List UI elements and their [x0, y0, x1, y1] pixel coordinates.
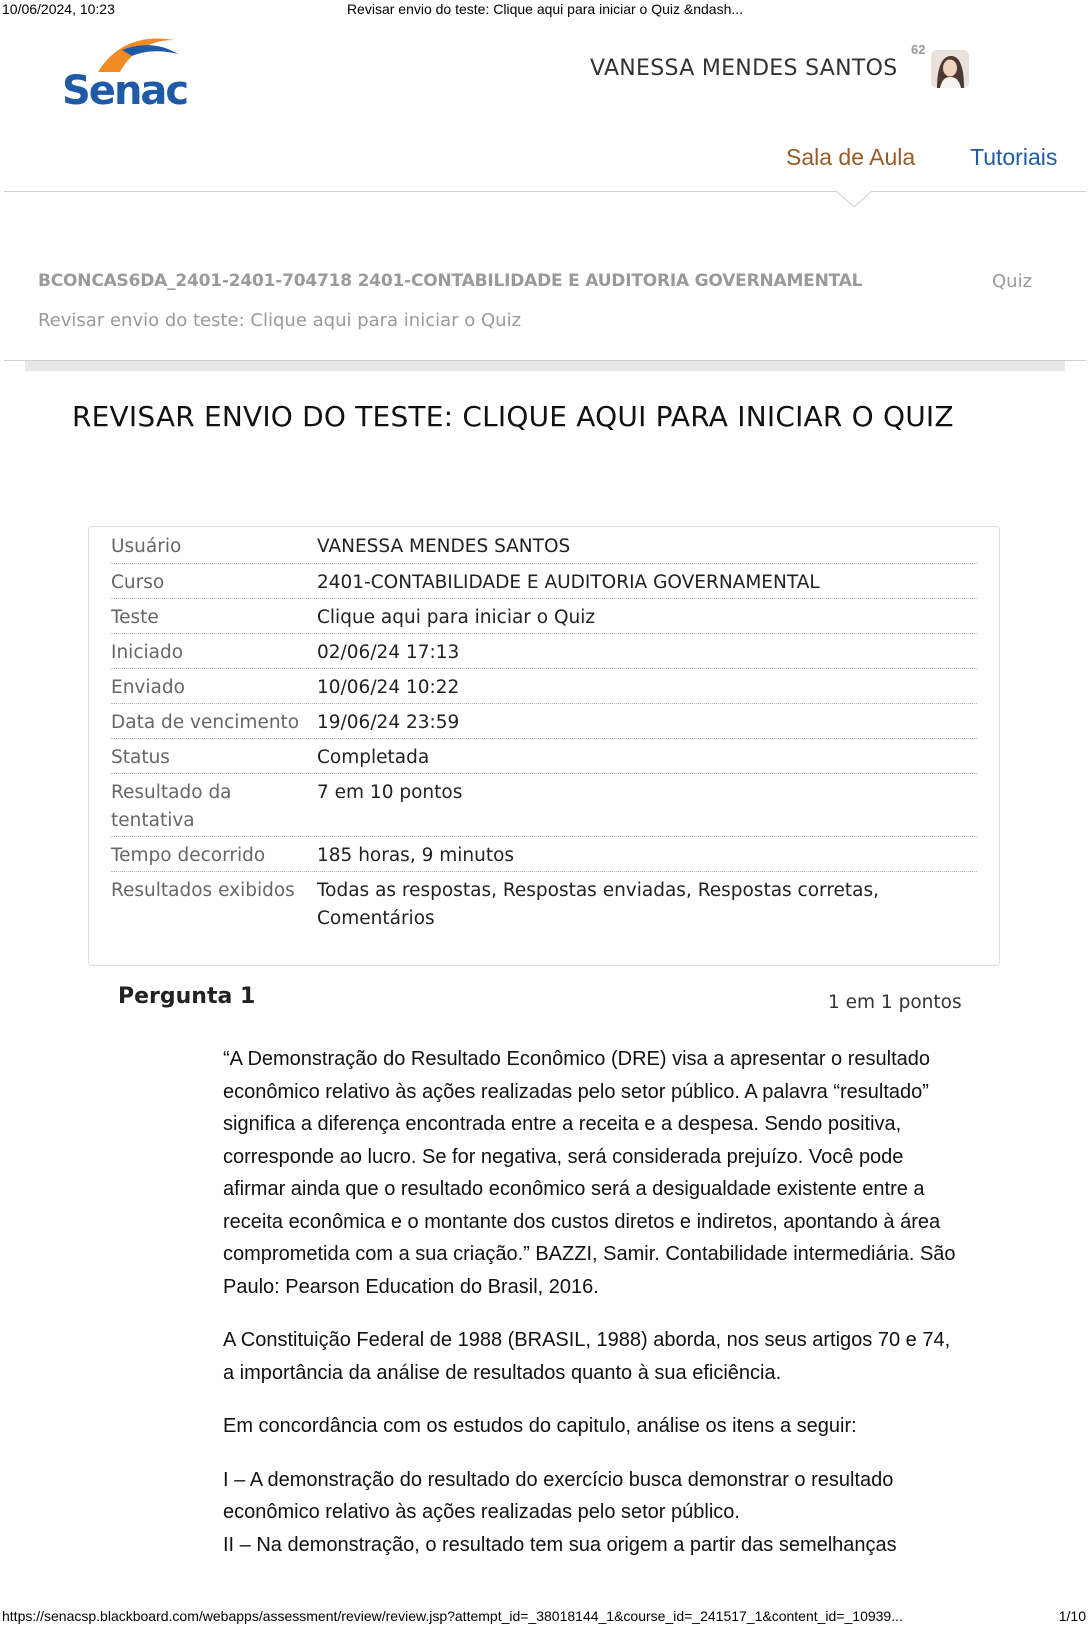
summary-label: Data de vencimento [111, 712, 300, 733]
summary-row-iniciado [111, 633, 977, 669]
logo-wordmark: Senac [62, 68, 188, 114]
summary-value: VANESSA MENDES SANTOS [317, 536, 571, 557]
summary-row-status [111, 738, 977, 774]
attempt-summary-table [88, 526, 1000, 966]
question-paragraph: “A Demonstração do Resultado Econômico (DRE) visa a apresentar o resultado econômico relativo às ações realizadas pelo setor público. A palavra “resultado” significa a diferença encontrada entre a receita e a despesa. Sendo positiva, corresponde ao lucro. Se for negativa, será considerada prejuízo. Você pode afirmar ainda que o resultado econômico será a desigualdade existente entre a receita econômica e o montante dos custos diretos e indiretos, apontando à área comprometida com a sua criação.” BAZZI, Samir. Contabilidade intermediária. São Paulo: Pearson Education do Brasil, 2016. [223, 1048, 956, 1298]
summary-label: Resultados exibidos [111, 880, 295, 901]
summary-value: 7 em 10 pontos [317, 782, 463, 803]
nav-tutoriais[interactable]: Tutoriais [970, 144, 1058, 170]
question-item: II – Na demonstração, o resultado tem sua origem a partir das semelhanças [223, 1533, 897, 1556]
summary-value: 19/06/24 23:59 [317, 712, 460, 733]
breadcrumb-course[interactable]: BCONCAS6DA_2401-2401-704718 2401-CONTABILIDADE E AUDITORIA GOVERNAMENTAL [38, 271, 863, 291]
nav-sala-de-aula[interactable]: Sala de Aula [786, 144, 916, 170]
summary-value: 2401-CONTABILIDADE E AUDITORIA GOVERNAMENTAL [317, 572, 820, 593]
active-tab-caret-icon [836, 191, 872, 209]
breadcrumb-quiz[interactable]: Quiz [992, 271, 1033, 292]
senac-logo[interactable] [62, 32, 194, 112]
notification-badge[interactable]: 62 [911, 42, 926, 57]
question-item: I – A demonstração do resultado do exercício busca demonstrar o resultado econômico relativo às ações realizadas pelo setor público. [223, 1468, 894, 1523]
summary-label: Curso [111, 572, 165, 593]
question-paragraph: Em concordância com os estudos do capitulo, análise os itens a seguir: [223, 1415, 857, 1437]
question-text [223, 1043, 963, 1561]
question-paragraph: A Constituição Federal de 1988 (BRASIL, 1988) aborda, nos seus artigos 70 e 74, a importância da análise de resultados quanto à sua eficiência. [223, 1329, 951, 1384]
summary-row-curso [111, 563, 977, 599]
question-title: Pergunta 1 [118, 984, 256, 1009]
user-name-link[interactable]: VANESSA MENDES SANTOS [590, 56, 898, 81]
avatar-photo-icon [931, 50, 969, 88]
summary-label: Iniciado [111, 642, 184, 663]
summary-row-data-vencimento [111, 703, 977, 739]
summary-row-resultado [111, 773, 977, 837]
summary-label: Status [111, 747, 170, 768]
summary-row-resultados-exibidos [111, 871, 977, 937]
print-page-title: Revisar envio do teste: Clique aqui para iniciar o Quiz &ndash... [346, 1, 744, 17]
avatar[interactable] [931, 50, 969, 88]
summary-label: Resultado da tentativa [111, 782, 232, 831]
summary-value: 10/06/24 10:22 [317, 677, 460, 698]
summary-label: Usuário [111, 536, 182, 557]
summary-row-enviado [111, 668, 977, 704]
breadcrumb-shadow-bar [25, 361, 1065, 371]
summary-label: Tempo decorrido [111, 845, 266, 866]
summary-value: 02/06/24 17:13 [317, 642, 460, 663]
print-page-number: 1/10 [1058, 1608, 1086, 1624]
summary-label: Enviado [111, 677, 185, 698]
summary-value: Clique aqui para iniciar o Quiz [317, 607, 596, 628]
question-points: 1 em 1 pontos [828, 992, 962, 1013]
print-footer [0, 1606, 1090, 1626]
print-url: https://senacsp.blackboard.com/webapps/assessment/review/review.jsp?attempt_id=_38018144_1&course_id=_241517_1&content_id=_10939... [2, 1608, 903, 1624]
summary-value: 185 horas, 9 minutos [317, 845, 515, 866]
nav-divider [4, 191, 1086, 192]
summary-value: Completada [317, 747, 430, 768]
summary-row-teste [111, 598, 977, 634]
print-header [0, 0, 1090, 20]
page-title: REVISAR ENVIO DO TESTE: CLIQUE AQUI PARA INICIAR O QUIZ [72, 400, 954, 433]
summary-label: Teste [111, 607, 159, 628]
summary-value: Todas as respostas, Respostas enviadas, Respostas corretas, Comentários [317, 880, 880, 929]
summary-row-usuario [111, 527, 977, 564]
print-datetime: 10/06/2024, 10:23 [2, 1, 115, 17]
summary-row-tempo [111, 836, 977, 872]
breadcrumb-current-page: Revisar envio do teste: Clique aqui para iniciar o Quiz [38, 310, 522, 331]
